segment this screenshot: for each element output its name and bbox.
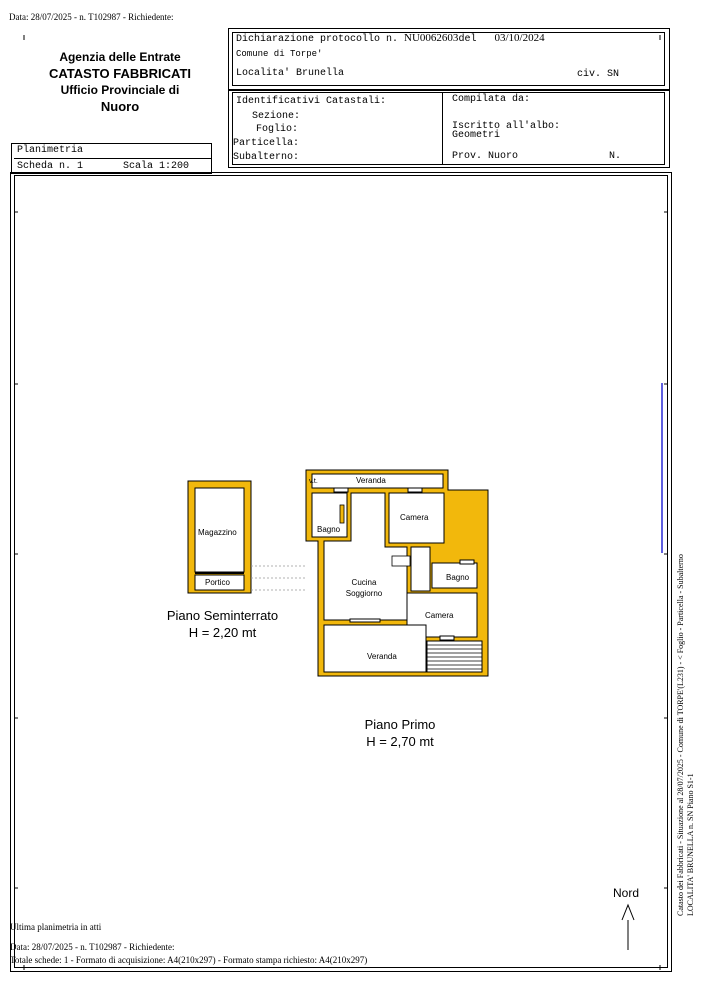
ufficio-city: Nuoro: [100, 99, 140, 114]
agency-name: Agenzia delle Entrate: [59, 50, 181, 64]
label-portico: Portico: [205, 578, 230, 587]
stamp-ultima: Ultima planimetria in atti: [10, 922, 102, 932]
protocollo-number: NU0062603: [404, 32, 459, 44]
numero-albo: N.: [609, 151, 622, 162]
ident-subalterno: Subalterno:: [233, 152, 300, 163]
ident-particella: Particella:: [233, 138, 300, 149]
north-arrow: [622, 905, 634, 950]
north-label: Nord: [613, 886, 640, 900]
civico: civ. SN: [577, 69, 620, 80]
side-situazione: Catasto dei Fabbricati - Situazione al 28/07/2025 - Comune di TORPE'(L231) - < Foglio - Particella - Subalterno: [676, 554, 685, 916]
label-bagno2: Bagno: [446, 573, 470, 582]
seminterrato-building: [188, 481, 251, 593]
scheda-scala: Scala 1:200: [123, 161, 190, 172]
label-cucina: [336, 577, 392, 599]
label-cucina-line1: Cucina: [351, 578, 377, 587]
side-localita: LOCALITA' BRUNELLA n. SN Piano S1-1: [686, 773, 695, 916]
stairs: [427, 641, 482, 672]
label-camera1: Camera: [400, 513, 429, 522]
footer-line2: Totale schede: 1 - Formato di acquisizione: A4(210x297) - Formato stampa richiesto: A4(210x297): [10, 955, 368, 965]
label-bagno1: Bagno: [317, 525, 341, 534]
floor-seminterrato-height: H = 2,20 mt: [188, 625, 257, 640]
ident-sezione: Sezione:: [252, 111, 301, 122]
geometri: Geometri: [452, 130, 501, 141]
footer-line1: Data: 28/07/2025 - n. T102987 - Richiedente:: [10, 942, 175, 952]
veranda-bottom-room: [324, 625, 426, 672]
floor-primo-height: H = 2,70 mt: [366, 734, 434, 749]
floor-primo: [345, 716, 455, 750]
compilata-da: Compilata da:: [452, 94, 531, 105]
comune: Comune di Torpe': [236, 49, 323, 59]
dichiarazione-label: Dichiarazione protocollo n.: [236, 34, 399, 45]
label-veranda-bottom: Veranda: [367, 652, 397, 661]
floor-seminterrato: [155, 607, 290, 641]
label-magazzino: Magazzino: [198, 528, 237, 537]
catasto-title: CATASTO FABBRICATI: [48, 66, 192, 81]
scheda-planimetria: Planimetria: [17, 145, 84, 156]
provincia: Prov. Nuoro: [452, 151, 519, 162]
ident-foglio: Foglio:: [256, 124, 299, 135]
floor-primo-name: Piano Primo: [364, 717, 436, 732]
ufficio-label: Ufficio Provinciale di: [60, 83, 180, 97]
label-veranda-top: Veranda: [356, 476, 386, 485]
label-camera2: Camera: [425, 611, 454, 620]
ident-title: Identificativi Catastali:: [236, 96, 387, 107]
dashed-link: [251, 566, 306, 590]
label-vt: v.t.: [309, 478, 318, 485]
scheda-numero: Scheda n. 1: [17, 161, 84, 172]
protocollo-date: 03/10/2024: [494, 32, 545, 44]
iscritto-albo: Iscritto all'albo:: [452, 121, 561, 132]
top-request-line: Data: 28/07/2025 - n. T102987 - Richiedente:: [9, 12, 174, 22]
localita: Localita' Brunella: [236, 68, 345, 79]
del-label: del: [458, 34, 477, 45]
label-cucina-line2: Soggiorno: [345, 589, 383, 598]
floor-seminterrato-name: Piano Seminterrato: [166, 608, 279, 623]
